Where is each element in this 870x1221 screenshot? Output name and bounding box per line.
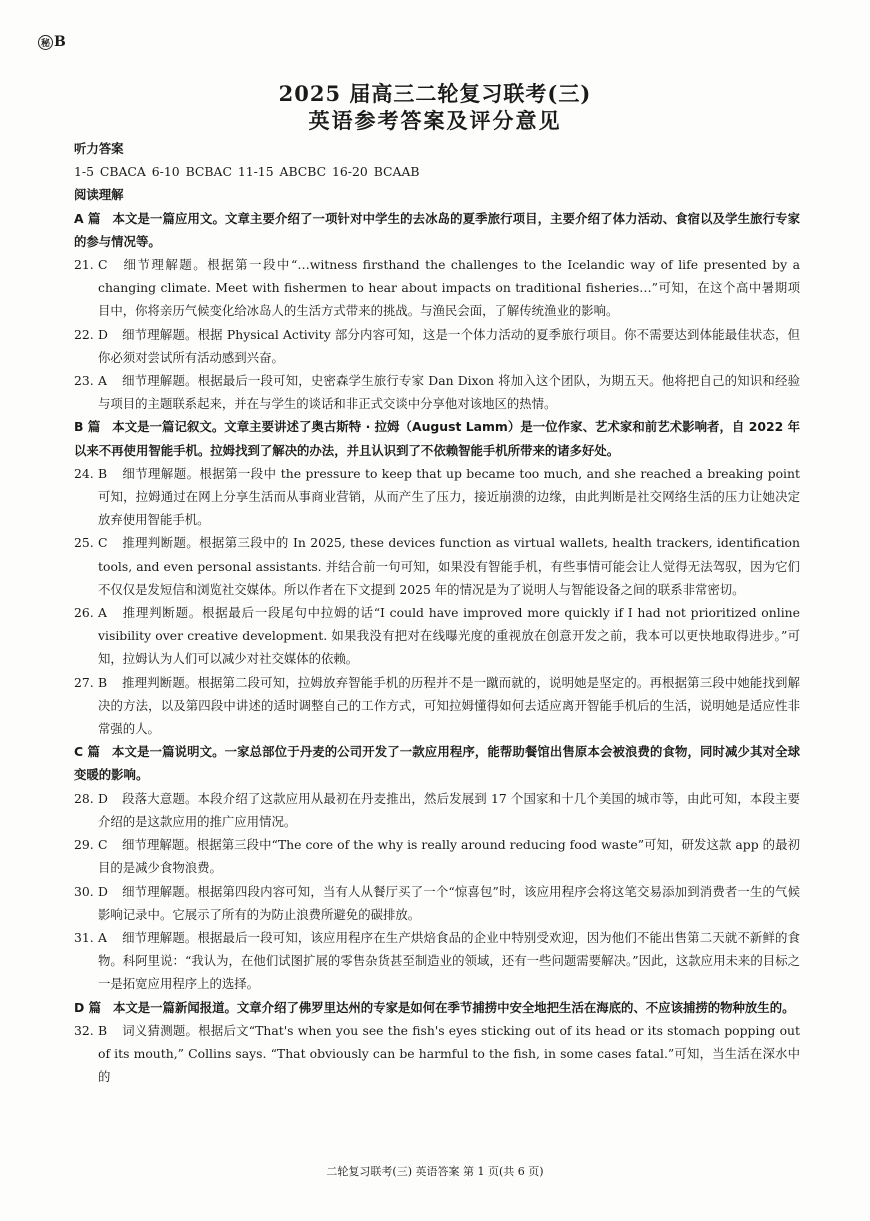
answer-item-24: 24. B 细节理解题。根据第一段中 the pressure to keep that up became too much, and she reached a breaking point 可知，拉姆通过在网上分享生活而从事商业营销，从而产生了压力，接近崩溃的边缘，由此判断是社交网络生活的压力让她决定放弃使用智能手机。 xyxy=(74,465,800,528)
corner-letter: B xyxy=(54,34,66,50)
answer-item-30: 30. D 细节理解题。根据第四段内容可知，当有人从餐厅买了一个“惊喜包”时，该应用程序会将这笔交易添加到消费者一生的气候影响记录中。它展示了所有的为防止浪费所避免的碳排放。 xyxy=(74,883,800,922)
content xyxy=(74,137,800,1088)
page-footer: 二轮复习联考(三) 英语答案 第 1 页(共 6 页) xyxy=(326,1165,544,1178)
page-subtitle: 英语参考答案及评分意见 xyxy=(308,108,562,133)
section-c-summary: C 篇 本文是一篇说明文。一家总部位于丹麦的公司开发了一款应用程序，能帮助餐馆出售原本会被浪费的食物，同时减少其对全球变暖的影响。 xyxy=(74,744,800,783)
page-title: 2025 届高三二轮复习联考(三) xyxy=(278,81,592,106)
answer-item-32: 32. B 词义猜测题。根据后文“That's when you see the fish's eyes sticking out of its head or its stomach popping out of its mouth,” Collins says. “That obviously can be harmful to the fish, in some cases fatal.”可知，当生活在深水中的 xyxy=(74,1022,800,1085)
listening-answers: 1-5 CBACA 6-10 BCBAC 11-15 ABCBC 16-20 BCAAB xyxy=(74,164,420,180)
section-b-summary: B 篇 本文是一篇记叙文。文章主要讲述了奥古斯特 · 拉姆（August Lamm）是一位作家、艺术家和前艺术影响者，自 2022 年以来不再使用智能手机。拉姆找到了解决的办法，并且认识到了不依赖智能手机所带来的诸多好处。 xyxy=(74,419,800,458)
answer-item-26: 26. A 推理判断题。根据最后一段尾句中拉姆的话“I could have improved more quickly if I had not prioritized online visibility over creative development. 如果我没有把对在线曝光度的重视放在创意开发之前，我本可以更快地取得进步。”可知，拉姆认为人们可以减少对社交媒体的依赖。 xyxy=(74,605,800,667)
answer-item-27: 27. B 推理判断题。根据第二段可知，拉姆放弃智能手机的历程并不是一蹴而就的，说明她是坚定的。再根据第三段中她能找到解决的方法，以及第四段中讲述的适时调整自己的工作方式，可知拉姆懂得如何去适应离开智能手机后的生活，说明她是适应性非常强的人。 xyxy=(74,674,800,737)
answer-item-29: 29. C 细节理解题。根据第三段中“The core of the why is really around reducing food waste”可知，研发这款 app 的最初目的是减少食物浪费。 xyxy=(74,837,800,876)
section-a-summary: A 篇 本文是一篇应用文。文章主要介绍了一项针对中学生的去冰岛的夏季旅行项目，主要介绍了体力活动、食宿以及学生旅行专家的参与情况等。 xyxy=(74,210,801,249)
answer-item-25: 25. C 推理判断题。根据第三段中的 In 2025, these devices function as virtual wallets, health trackers, identification tools, and even personal assistants. 并结合前一句可知，如果没有智能手机，有些事情可能会让人觉得无法驾驭，因为它们不仅仅是发短信和浏览社交媒体。所以作者在下文提到 2025 年的情况是为了说明人与智能设备之间的联系非常密切。 xyxy=(74,535,800,597)
listening-heading: 听力答案 xyxy=(74,141,124,156)
reading-heading: 阅读理解 xyxy=(74,187,124,203)
answer-item-21: 21. C 细节理解题。根据第一段中“…witness firsthand the challenges to the Icelandic way of life presented by a changing climate. Meet with fishermen to hear about impacts on traditional fisheries…”可知，在这个高中暑期项目中，你将亲历气候变化给冰岛人的生活方式带来的挑战。与渔民会面，了解传统渔业的影响。 xyxy=(74,257,800,319)
answer-item-22: 22. D 细节理解题。根据 Physical Activity 部分内容可知，这是一个体力活动的夏季旅行项目。你不需要达到体能最佳状态，但你必须对尝试所有活动感到兴奋。 xyxy=(74,326,801,365)
answer-item-28: 28. D 段落大意题。本段介绍了这款应用从最初在丹麦推出，然后发展到 17 个国家和十几个美国的城市等，由此可知，本段主要介绍的是这款应用的推广应用情况。 xyxy=(74,790,800,829)
circle-seal-icon: 秘 xyxy=(38,35,53,50)
corner-mark xyxy=(38,34,66,50)
answer-item-23: 23. A 细节理解题。根据最后一段可知，史密森学生旅行专家 Dan Dixon 将加入这个团队，为期五天。他将把自己的知识和经验与项目的主题联系起来，并在与学生的谈话和非正式交谈中分享他对该地区的热情。 xyxy=(74,373,800,412)
answer-item-31: 31. A 细节理解题。根据最后一段可知，该应用程序在生产烘焙食品的企业中特别受欢迎，因为他们不能出售第二天就不新鲜的食物。科阿里说：“我认为，在他们试图扩展的零售杂货甚至制造业的领域，还有一些问题需要解决。”因此，这款应用未来的目标之一是拓宽应用程序上的选择。 xyxy=(74,929,800,992)
section-d-summary: D 篇 本文是一篇新闻报道。文章介绍了佛罗里达州的专家是如何在季节捕捞中安全地把生活在海底的、不应该捕捞的物种放生的。 xyxy=(74,999,795,1015)
